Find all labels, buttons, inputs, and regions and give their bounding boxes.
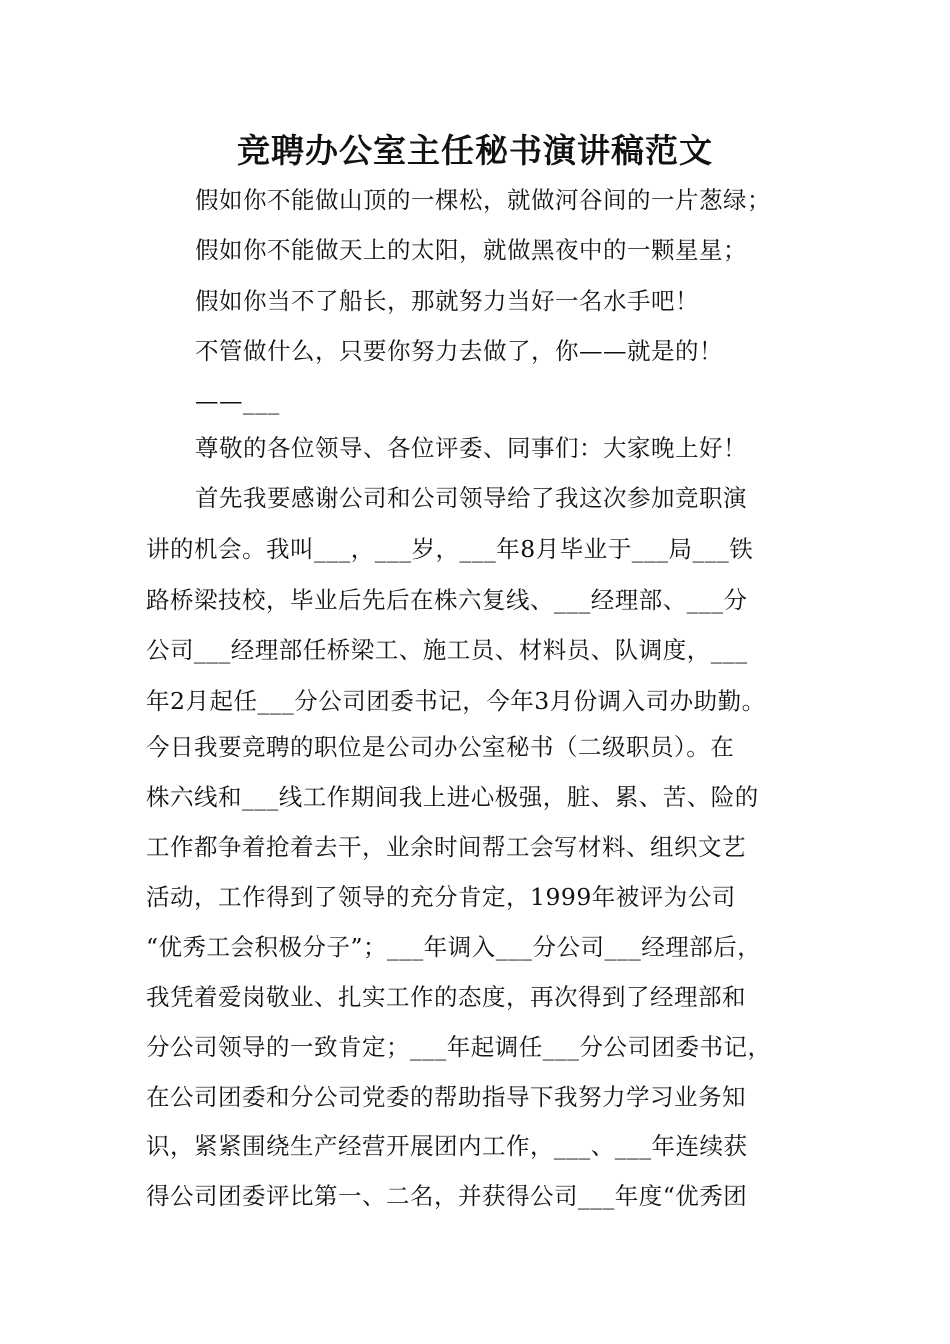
body-line-5: 年2月起任___分公司团委书记，今年3月份调入司办助勤。 [146, 687, 766, 715]
poem-line-1: 假如你不能做山顶的一棵松，就做河谷间的一片葱绿； [195, 186, 771, 214]
body-line-8: 工作都争着抢着去干，业余时间帮工会写材料、组织文艺 [146, 833, 746, 861]
body-line-11: 我凭着爱岗敬业、扎实工作的态度，再次得到了经理部和 [146, 983, 746, 1011]
poem-signature: ——___ [195, 387, 280, 415]
body-line-10: “优秀工会积极分子”；___年调入___分公司___经理部后， [146, 933, 762, 961]
greeting-line: 尊敬的各位领导、各位评委、同事们：大家晚上好！ [195, 434, 747, 462]
body-line-1: 首先我要感谢公司和公司领导给了我这次参加竞职演 [195, 484, 747, 512]
poem-line-3: 假如你当不了船长，那就努力当好一名水手吧！ [195, 287, 699, 315]
poem-line-4: 不管做什么，只要你努力去做了，你——就是的！ [195, 337, 723, 365]
poem-line-2: 假如你不能做天上的太阳，就做黑夜中的一颗星星； [195, 236, 747, 264]
body-line-15: 得公司团委评比第一、二名，并获得公司___年度“优秀团 [146, 1182, 748, 1210]
page-title: 竞聘办公室主任秘书演讲稿范文 [237, 131, 713, 170]
body-line-7: 株六线和___线工作期间我上进心极强，脏、累、苦、险的 [146, 783, 759, 811]
body-line-13: 在公司团委和分公司党委的帮助指导下我努力学习业务知 [146, 1083, 746, 1111]
body-line-3: 路桥梁技校，毕业后先后在株六复线、___经理部、___分 [146, 586, 748, 614]
body-line-2: 讲的机会。我叫___，___岁，___年8月毕业于___局___铁 [146, 535, 754, 563]
body-line-6: 今日我要竞聘的职位是公司办公室秘书（二级职员）。在 [146, 733, 735, 761]
body-line-9: 活动，工作得到了领导的充分肯定，1999年被评为公司 [146, 883, 736, 911]
body-line-12: 分公司领导的一致肯定；___年起调任___分公司团委书记， [146, 1033, 772, 1061]
body-line-4: 公司___经理部任桥梁工、施工员、材料员、队调度，___ [146, 636, 748, 664]
body-line-14: 识，紧紧围绕生产经营开展团内工作，___、___年连续获 [146, 1132, 748, 1160]
